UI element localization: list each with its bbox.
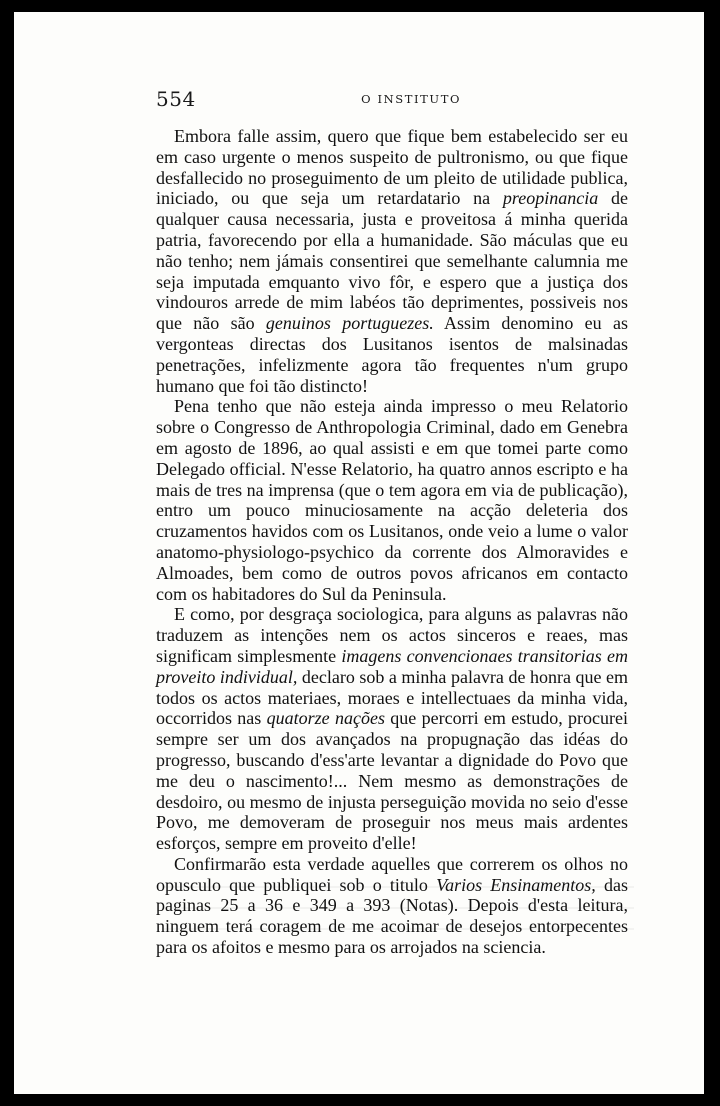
paragraph-3 bbox=[156, 604, 628, 854]
p3-italic-2: quatorze nações bbox=[266, 708, 385, 729]
body-text bbox=[156, 126, 628, 958]
p3-text-c: que percorri em estudo, procurei sempre ser um dos avançados na propugnação das idéas do progresso, buscando d'ess'arte levantar a dignidade do Povo que me deu o nascimento!... Nem mesmo as demonstrações de desdoiro, ou mesmo de injusta perseguição movida no seio d'esse Povo, me demoveram de proseguir nos meus mais ardentes esforços, sempre em proveito d'elle! bbox=[156, 708, 629, 854]
paragraph-1 bbox=[156, 126, 628, 396]
p4-text-a: Confirmarão esta verdade aquelles que correrem os olhos no opusculo que publiquei sob o titulo bbox=[156, 853, 628, 895]
p1-text-c: Assim denomino eu as vergonteas directas dos Lusitanos isentos de malsinadas penetrações, infelizmente agora tão frequentes n'um grupo humano que foi tão distincto! bbox=[156, 313, 628, 396]
p3-text-b: declaro sob a minha palavra de honra que em todos os actos materiaes, moraes e intellectuaes da minha vida, occorridos nas bbox=[156, 666, 628, 729]
p2-text-a: Pena tenho que não esteja ainda impresso o meu Relatorio sobre o Congresso de Anthropologia Criminal, dado em Genebra em agosto de 1896, ao qual assisti e em que tomei parte como Delegado official. N'esse Relatorio, ha quatro annos escripto e ha mais de tres na imprensa (que o tem agora em via de publicação), entro um pouco minuciosamente na acção deleteria dos cruzamentos havidos com os Lusitanos, onde veio a lume o valor anatomo-physiologo-psychico da corrente dos Almoravides e Almoades, bem como de outros povos africanos em contacto com os habitadores do Sul da Peninsula. bbox=[156, 396, 628, 604]
page-header bbox=[156, 87, 461, 117]
bleed-through-shadow bbox=[164, 872, 634, 932]
p1-italic-1: preopinancia bbox=[502, 188, 599, 209]
page-number: 554 bbox=[156, 87, 196, 111]
p3-text-a: E como, por desgraça sociologica, para alguns as palavras não traduzem as intenções nem os actos sinceros e reaes, mas significam simplesmente bbox=[156, 604, 628, 666]
p1-text-a: Embora falle assim, quero que fique bem estabelecido ser eu em caso urgente o menos suspeito de pultronismo, ou que fique desfallecido no proseguimento de um pleito de utilidade publica, iniciado, ou que seja um retardatario na bbox=[156, 126, 628, 209]
p3-italic-1: imagens convencionaes transitorias em proveito individual, bbox=[156, 645, 628, 687]
p1-italic-2: genuinos portuguezes. bbox=[265, 313, 434, 334]
paragraph-2 bbox=[156, 396, 628, 604]
running-head: O INSTITUTO bbox=[361, 92, 461, 106]
p4-text-b: das paginas 25 a 36 e 349 a 393 (Notas). Depois d'esta leitura, ninguem terá coragem de me acoimar de desejos entorpecentes para os afoitos e mesmo para os arrojados na sciencia. bbox=[156, 874, 628, 958]
p1-text-b: de qualquer causa necessaria, justa e proveitosa á minha querida patria, favorecendo por ella a humanidade. São máculas que eu não tenho; nem jámais consentirei que semelhante calumnia me seja imputada emquanto vivo fôr, e espero que a justiça dos vindouros arrede de mim labéos tão deprimentes, possiveis nos que não são bbox=[156, 188, 628, 334]
p4-italic-1: Varios Ensinamentos, bbox=[436, 874, 596, 895]
book-page bbox=[14, 12, 704, 1094]
